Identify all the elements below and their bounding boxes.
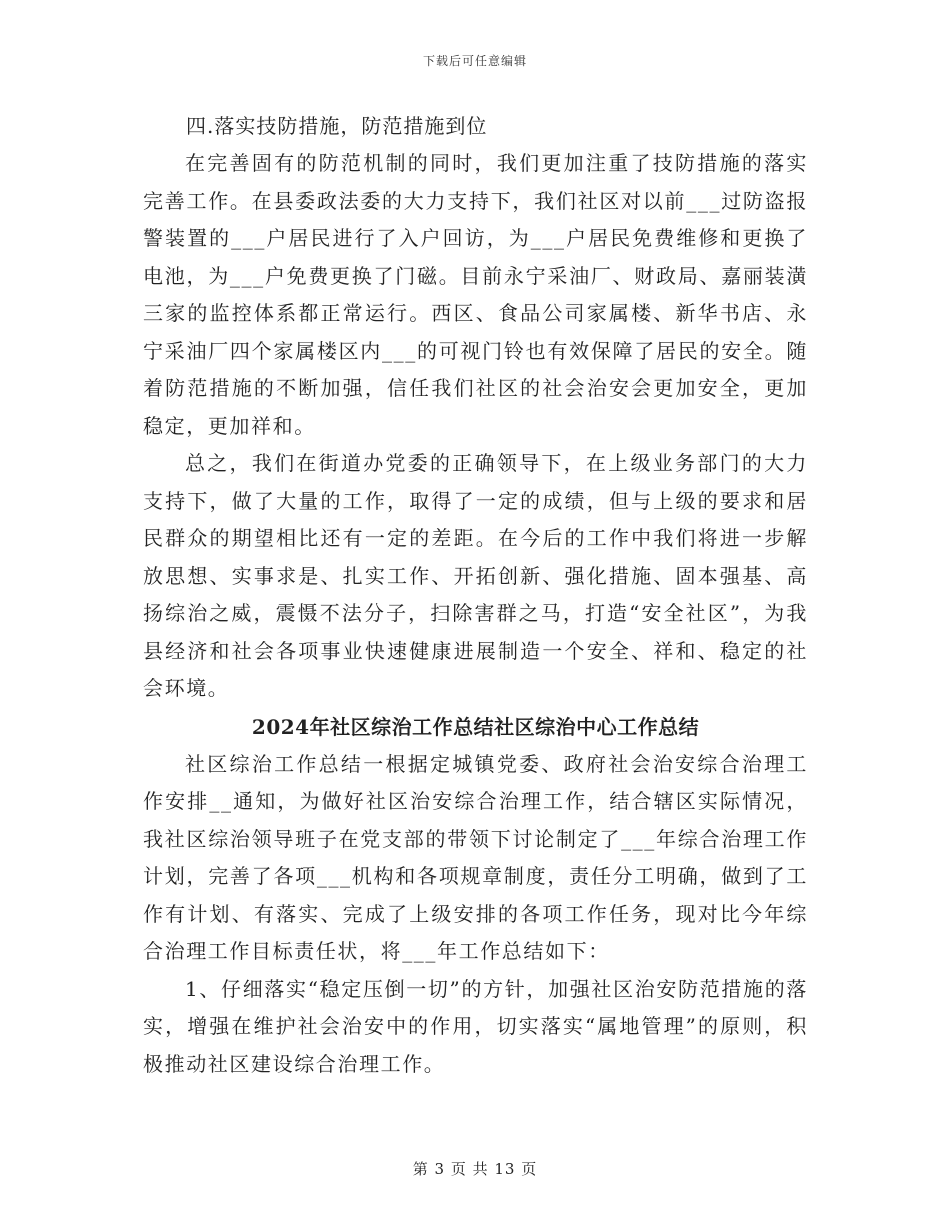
document-title: 2024年社区综治工作总结社区综治中心工作总结 bbox=[251, 714, 700, 739]
paragraph: 在完善固有的防范机制的同时，我们更加注重了技防措施的落实完善工作。在县委政法委的大力支持下，我们社区对以前___过防盗报警装置的___户居民进行了入户回访，为___户居民免费维修和更换了电池，为___户免费更换了门磁。目前永宁采油厂、财政局、嘉丽装潢三家的监控体系都正常运行。西区、食品公司家属楼、新华书店、永宁采油厂四个家属楼区内___的可视门铃也有效保障了居民的安全。随着防范措施的不断加强，信任我们社区的社会治安会更加安全，更加稳定，更加祥和。 bbox=[143, 151, 808, 438]
paragraph: 1、仔细落实“稳定压倒一切”的方针，加强社区治安防范措施的落实，增强在维护社会治安中的作用，切实落实“属地管理”的原则，积极推动社区建设综合治理工作。 bbox=[143, 976, 808, 1076]
page-number-footer: 第 3 页 共 13 页 bbox=[412, 1160, 538, 1178]
paragraph: 社区综治工作总结一根据定城镇党委、政府社会治安综合治理工作安排__通知，为做好社区治安综合治理工作，结合辖区实际情况，我社区综治领导班子在党支部的带领下讨论制定了___年综合治理工作计划，完善了各项___机构和各项规章制度，责任分工明确，做到了工作有计划、有落实、完成了上级安排的各项工作任务，现对比今年综合治理工作目标责任状，将___年工作总结如下： bbox=[143, 751, 808, 963]
page-header-note: 下载后可任意编辑 bbox=[422, 54, 527, 68]
paragraph: 总之，我们在街道办党委的正确领导下，在上级业务部门的大力支持下，做了大量的工作，取得了一定的成绩，但与上级的要求和居民群众的期望相比还有一定的差距。在今后的工作中我们将进一步解放思想、实事求是、扎实工作、开拓创新、强化措施、固本强基、高扬综治之威，震慑不法分子，扫除害群之马，打造“安全社区”，为我县经济和社会各项事业快速健康进展制造一个安全、祥和、稳定的社会环境。 bbox=[143, 451, 808, 700]
section-heading: 四.落实技防措施，防范措施到位 bbox=[186, 114, 488, 138]
document-body bbox=[143, 108, 808, 1083]
